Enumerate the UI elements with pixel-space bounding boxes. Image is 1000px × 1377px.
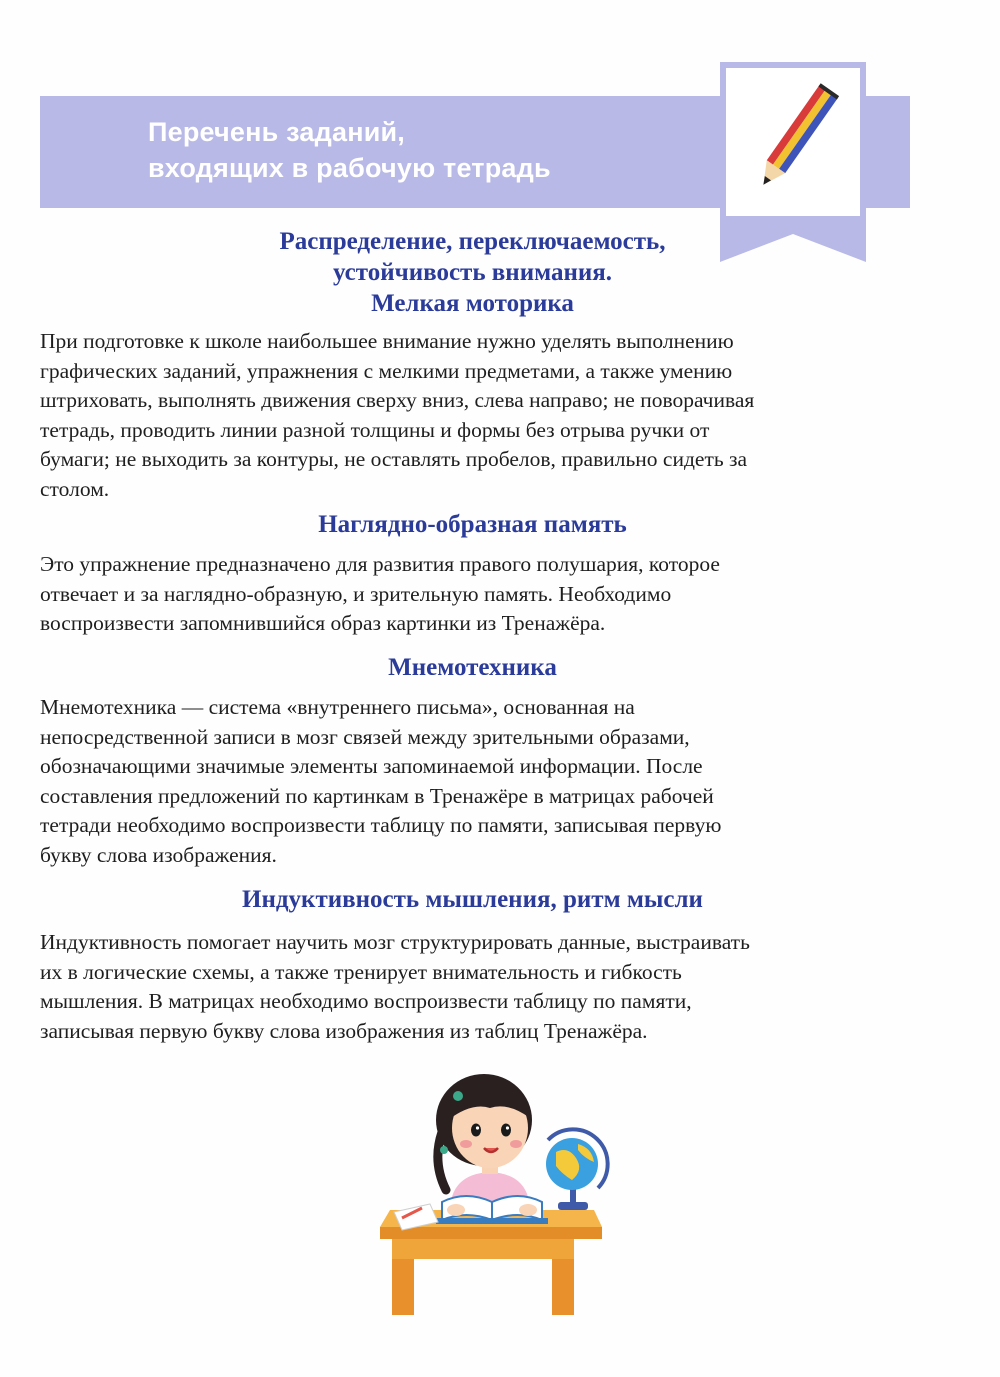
page-title-line: Перечень заданий, [148,117,405,147]
page-title-line: входящих в рабочую тетрадь [148,153,551,183]
text-line: их в логические схемы, а также тренирует внимательность и гибкость [40,959,682,984]
text-line: Это упражнение предназначено для развития правого полушария, которое [40,552,720,576]
text-line: Индуктивность помогает научить мозг структурировать данные, выстраивать [40,930,750,954]
heading-line: Мелкая моторика [371,290,574,317]
text-line: При подготовке к школе наибольшее внимание нужно уделять выполнению [40,329,734,353]
text-line: отвечает и за наглядно-образную, и зрительную память. Необходимо [40,581,672,606]
heading-line: Наглядно-образная память [318,511,627,538]
text-line: графических заданий, упражнения с мелкими предметами, а также умению [40,358,733,383]
page-title [148,114,551,186]
text-line: тетради необходимо воспроизвести таблицу по памяти, записывая первую [40,813,722,837]
text-line: тетрадь, проводить линии разной толщины и формы без отрыва ручки от [40,417,710,442]
text-line: обозначающими значимые элементы запоминаемой информации. После [40,754,703,778]
text-line: столом. [40,476,110,501]
text-line: мышления. В матрицах необходимо воспроизвести таблицу по памяти, [40,989,692,1013]
paragraph-attention [40,327,920,504]
text-line: Мнемотехника — система «внутреннего письма», основанная на [40,695,635,719]
section-heading-attention [0,226,945,319]
text-line: штриховать, выполнять движения сверху вниз, слева направо; не поворачивая [40,388,755,412]
text-line: бумаги; не выходить за контуры, не оставлять пробелов, правильно сидеть за [40,447,748,471]
section-heading-mnemonics [0,652,945,683]
text-line: записывая первую букву слова изображения из таблиц Тренажёра. [40,1018,648,1043]
section-heading-inductive-thinking [0,884,945,915]
text-line: букву слова изображения. [40,842,277,867]
paragraph-inductive-thinking [40,928,920,1046]
section-heading-visual-memory [0,509,945,540]
paragraph-mnemonics [40,693,920,870]
text-line: составления предложений по картинкам в Тренажёре в матрицах рабочей [40,783,714,808]
heading-line: Мнемотехника [388,654,557,681]
text-line: непосредственной записи в мозг связей между зрительными образами, [40,724,690,749]
heading-line: Индуктивность мышления, ритм мысли [242,886,703,913]
paragraph-visual-memory [40,550,920,639]
girl-at-desk-icon [372,1062,612,1324]
heading-line: Распределение, переключаемость, [279,228,666,255]
text-line: воспроизвести запомнившийся образ картинки из Тренажёра. [40,611,606,635]
heading-line: устойчивость внимания. [332,259,613,286]
